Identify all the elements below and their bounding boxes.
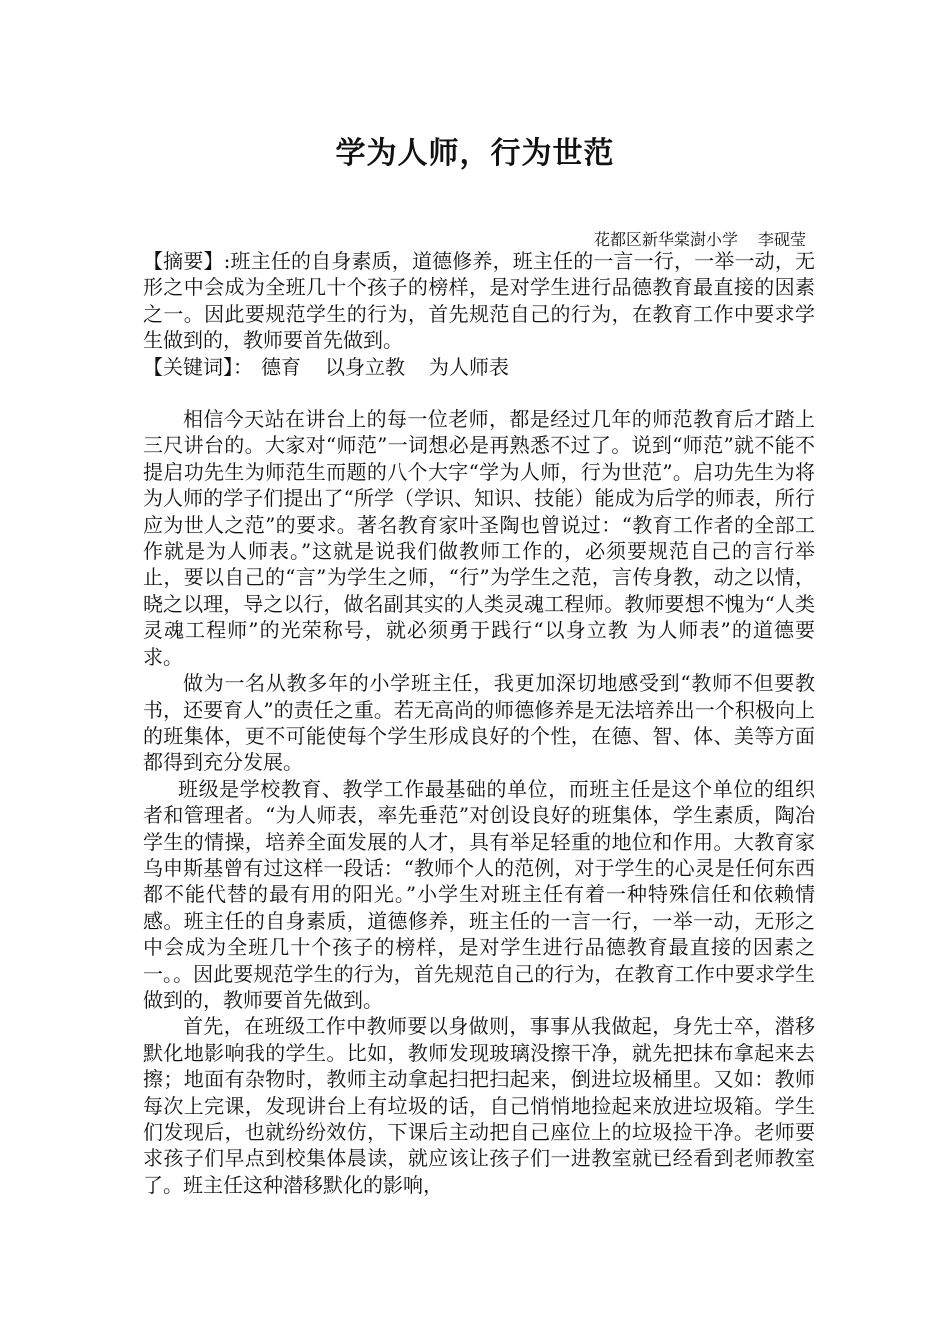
keyword: 以身立教	[325, 354, 405, 379]
keyword: 德育	[261, 354, 301, 379]
body-paragraph: 首先，在班级工作中教师要以身做则，事事从我做起，身先士卒，潜移默化地影响我的学生。比如，教师发现玻璃没擦干净，就先把抹布拿起来去擦；地面有杂物时，教师主动拿起扫把扫起来，倒进垃圾桶里。又如：教师每次上完课，发现讲台上有垃圾的话，自己悄悄地捡起来放进垃圾箱。学生们发现后，也就纷纷效仿，下课后主动把自己座位上的垃圾捡干净。老师要求孩子们早点到校集体晨读，就应该让孩子们一进教室就已经看到老师教室了。班主任这种潜移默化的影响，	[143, 1014, 815, 1197]
page-title: 学为人师，行为世范	[335, 136, 615, 171]
keywords	[143, 354, 815, 380]
abstract-text: 班主任的自身素质，道德修养，班主任的一言一行，一举一动，无形之中会成为全班几十个孩子的榜样，是对学生进行品德教育最直接的因素之一。因此要规范学生的行为，首先规范自己的行为，在教育工作中要求学生做到的，教师要首先做到。	[143, 249, 815, 353]
abstract-label: 【摘要】:	[143, 249, 231, 273]
abstract	[143, 248, 815, 354]
spacer	[143, 380, 815, 406]
author-line	[594, 227, 806, 250]
author-name: 李砚莹	[757, 230, 806, 249]
keywords-label: 【关键词】：	[143, 354, 253, 379]
keyword: 为人师表	[429, 354, 509, 379]
body-paragraph: 相信今天站在讲台上的每一位老师，都是经过几年的师范教育后才踏上三尺讲台的。大家对“师范”一词想必是再熟悉不过了。说到“师范”就不能不提启功先生为师范生而题的八个大字“学为人师，行为世范”。启功先生为将为人师的学子们提出了“所学（学识、知识、技能）能成为后学的师表，所行应为世人之范”的要求。著名教育家叶圣陶也曾说过：“教育工作者的全部工作就是为人师表。”这就是说我们做教师工作的，必须要规范自己的言行举止，要以自己的“言”为学生之师，“行”为学生之范，言传身教，动之以情，晓之以理，导之以行，做名副其实的人类灵魂工程师。教师要想不愧为“人类灵魂工程师”的光荣称号，就必须勇于践行“以身立教 为人师表”的道德要求。	[143, 407, 815, 669]
body-paragraph: 做为一名从教多年的小学班主任，我更加深切地感受到“教师不但要教书，还要育人”的责任之重。若无高尚的师德修养是无法培养出一个积极向上的班集体，更不可能使每个学生形成良好的个性，在德、智、体、美等方面都得到充分发展。	[143, 671, 815, 775]
body-paragraph: 班级是学校教育、教学工作最基础的单位，而班主任是这个单位的组织者和管理者。“为人师表，率先垂范”对创设良好的班集体，学生素质，陶冶学生的情操，培养全面发展的人才，具有举足轻重的地位和作用。大教育家乌申斯基曾有过这样一段话：“教师个人的范例，对于学生的心灵是任何东西都不能代替的最有用的阳光。”小学生对班主任有着一种特殊信任和依赖情感。班主任的自身素质，道德修养，班主任的一言一行，一举一动，无形之中会成为全班几十个孩子的榜样，是对学生进行品德教育最直接的因素之一。。因此要规范学生的行为，首先规范自己的行为，在教育工作中要求学生做到的，教师要首先做到。	[143, 776, 815, 1012]
document-body	[143, 248, 815, 1198]
author-school: 花都区新华棠澍小学	[593, 230, 738, 249]
